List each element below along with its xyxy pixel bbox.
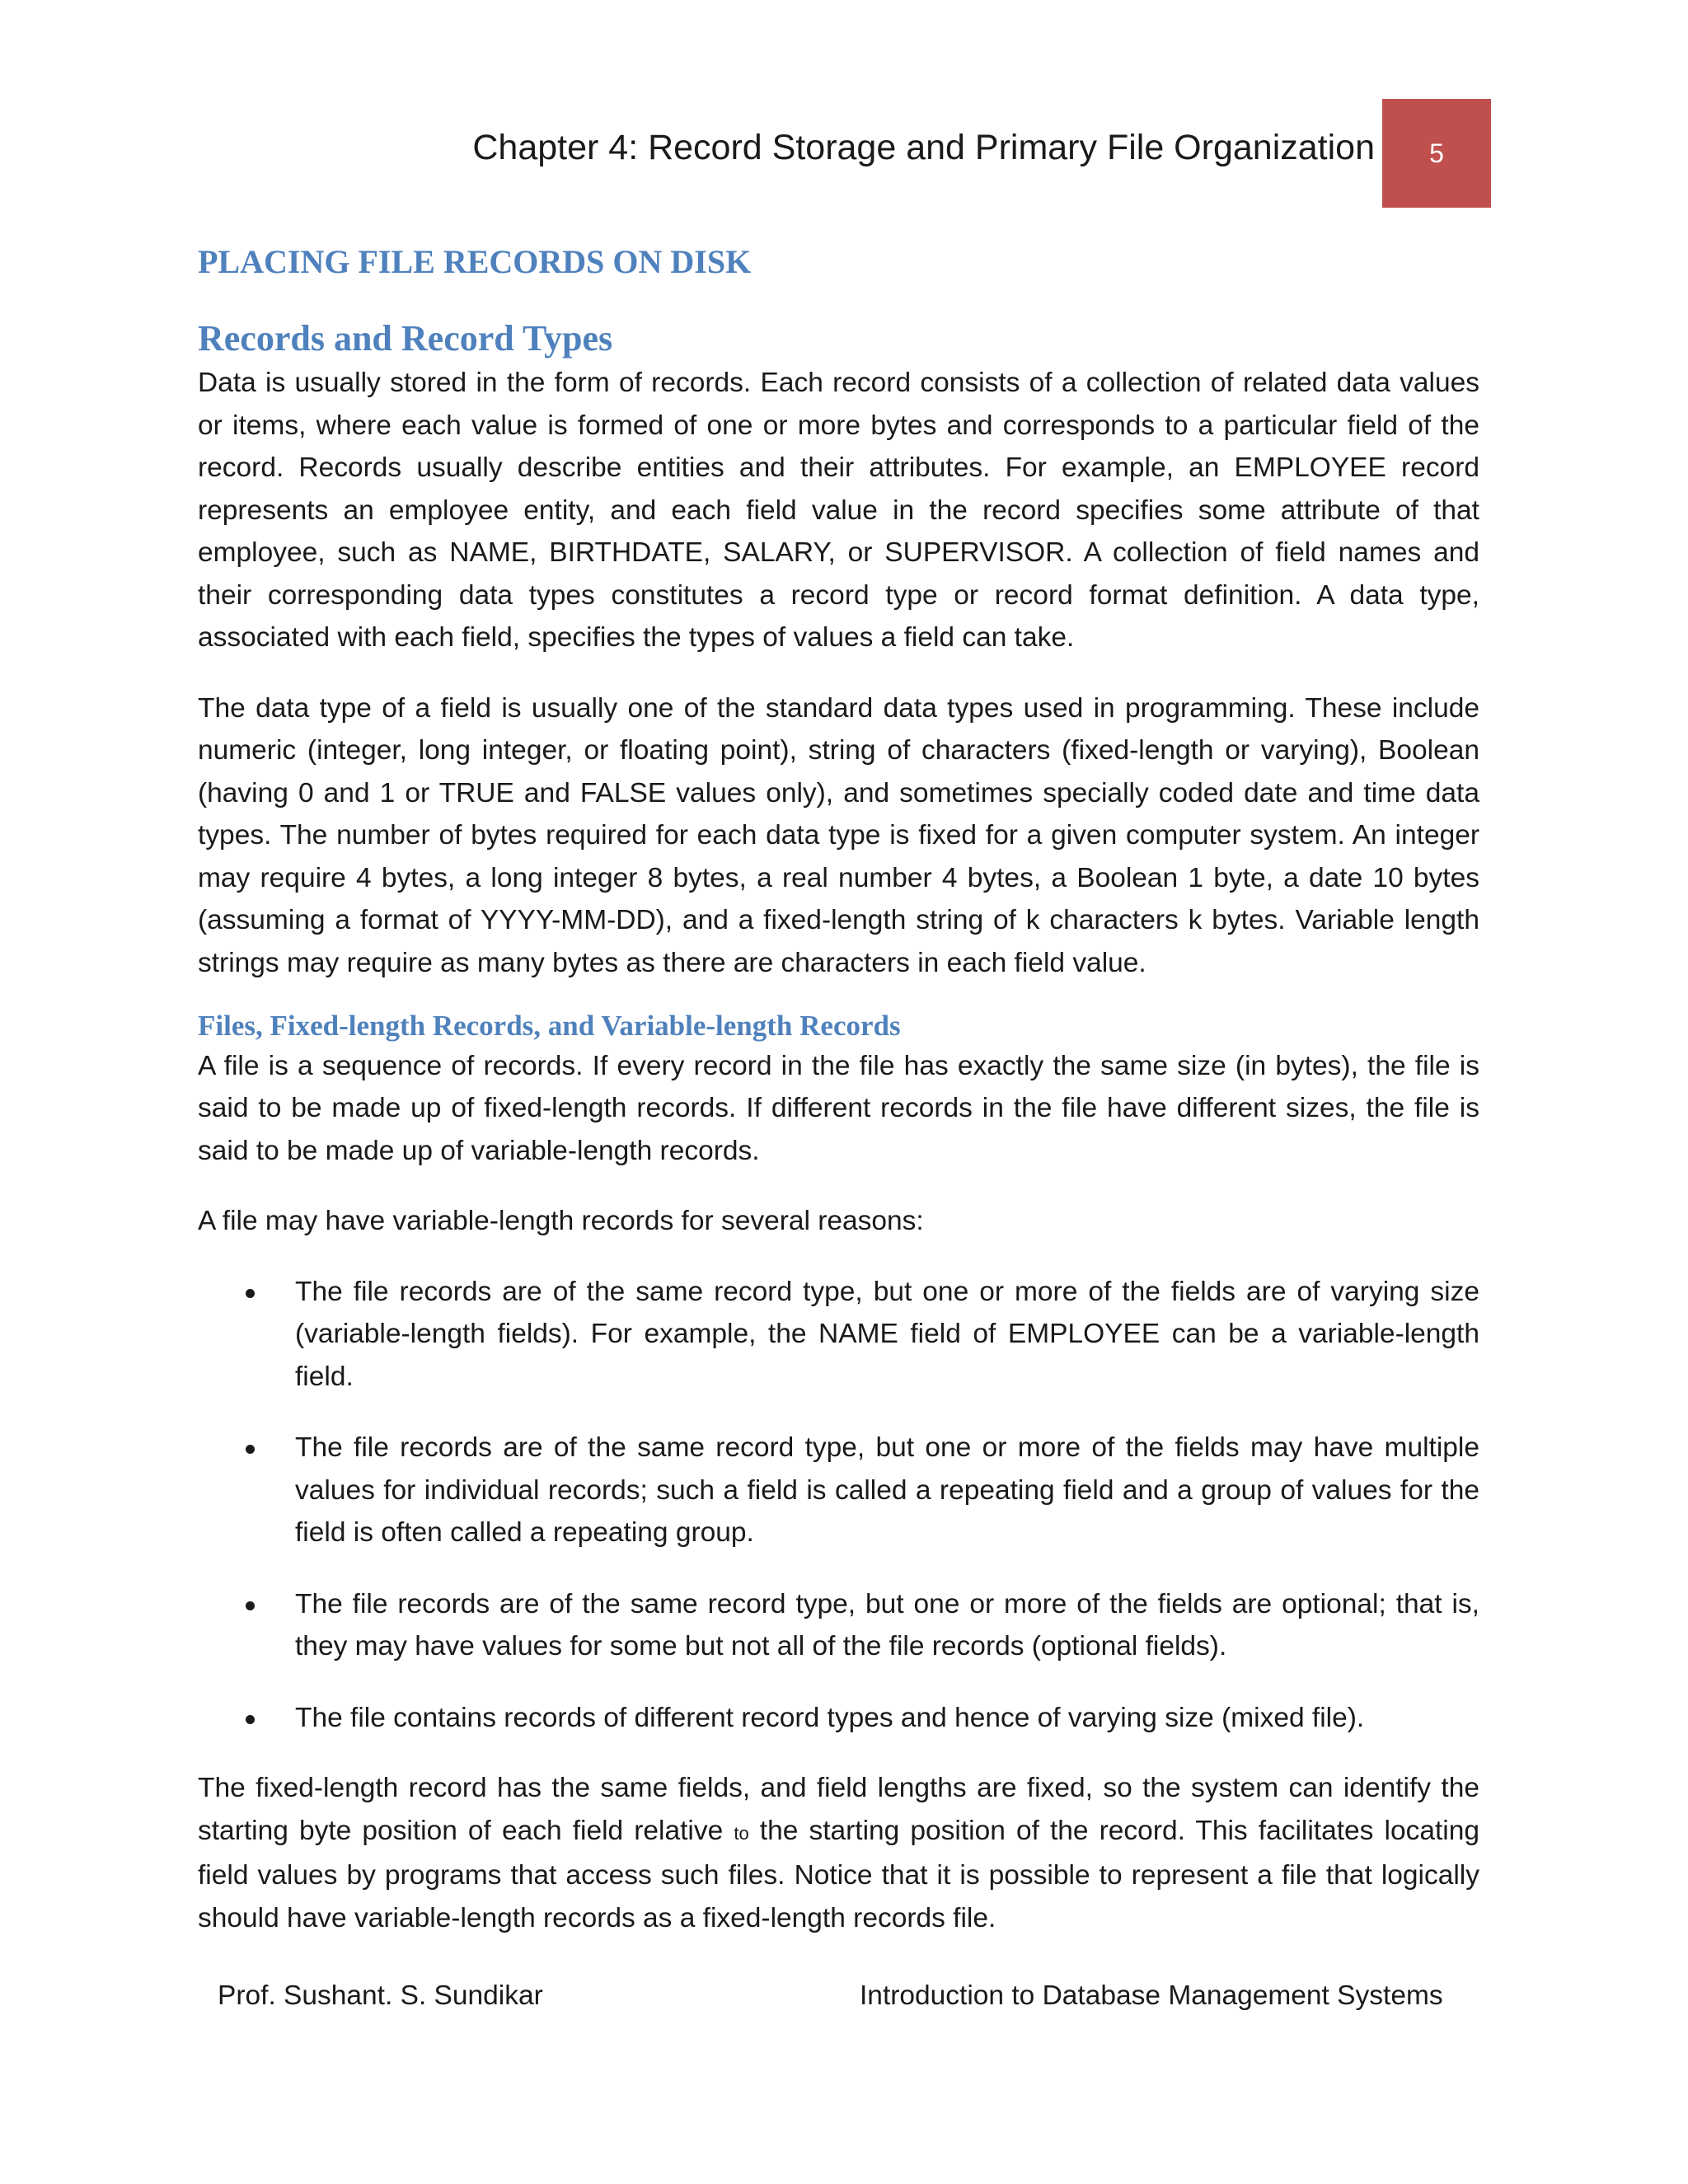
bullet-icon [246, 1445, 255, 1454]
bullet-icon [246, 1715, 255, 1724]
subsection-title-files: Files, Fixed-length Records, and Variable-length Records [198, 1010, 901, 1043]
paragraph-fixed-length-part1: The fixed-length record has the same fields, and field lengths are fixed, so the system can identify the starting byte position of each field relative [198, 1773, 1479, 1846]
section-title: PLACING FILE RECORDS ON DISK [198, 243, 752, 280]
bullet-icon [246, 1289, 255, 1298]
document-body [198, 241, 1479, 1939]
paragraph-fixed-length [198, 1767, 1479, 1939]
paragraph-file-definition: A file is a sequence of records. If every record in the file has exactly the same size (in bytes), the file is said to be made up of fixed-length records. If different records in the file have different sizes, the file is said to be made up of variable-length records. [198, 1050, 1479, 1166]
reasons-list [198, 1271, 1479, 1740]
list-item [198, 1697, 1479, 1740]
list-item [198, 1427, 1479, 1554]
list-item-text: The file records are of the same record type, but one or more of the fields are of varying size (variable-length fields). For example, the NAME field of EMPLOYEE can be a variable-length field. [295, 1276, 1479, 1392]
paragraph-data-types: The data type of a field is usually one of the standard data types used in programming. These include numeric (integer, long integer, or floating point), string of characters (fixed-length or varying), Boolean (having 0 and 1 or TRUE and FALSE values only), and sometimes specially coded date and time data types. The number of bytes required for each data type is fixed for a given computer system. An integer may require 4 bytes, a long integer 8 bytes, a real number 4 bytes, a Boolean 1 byte, a date 10 bytes (assuming a format of YYYY-MM-DD), and a fixed-length string of k characters k bytes. Variable length strings may require as many bytes as there are characters in each field value. [198, 692, 1479, 978]
page-number: 5 [1429, 138, 1444, 168]
list-item-text: The file records are of the same record type, but one or more of the fields may have multiple values for individual records; such a field is called a repeating field and a group of values for the field is often called a repeating group. [295, 1432, 1479, 1549]
paragraph-fixed-length-part2: the starting position of the record. This facilitates locating field values by programs that access such files. Notice that it is possible to represent a file that logically should have variable-length records as a fixed-length records file. [198, 1815, 1479, 1933]
list-item [198, 1583, 1479, 1668]
list-item [198, 1271, 1479, 1399]
footer-author: Prof. Sushant. S. Sundikar [218, 1980, 543, 2011]
subsection-title-records: Records and Record Types [198, 318, 613, 359]
chapter-title: Chapter 4: Record Storage and Primary File Organization [472, 128, 1375, 167]
page-header [0, 97, 1688, 209]
list-item-text: The file records are of the same record type, but one or more of the fields are optional; that is, they may have values for some but not all of the file records (optional fields). [295, 1588, 1479, 1662]
page-number-badge [1382, 99, 1491, 208]
list-item-text: The file contains records of different record types and hence of varying size (mixed file). [295, 1702, 1365, 1733]
paragraph-fixed-length-small-word: to [734, 1822, 749, 1844]
paragraph-records-intro: Data is usually stored in the form of records. Each record consists of a collection of related data values or items, where each value is formed of one or more bytes and corresponds to a particular field of the record. Records usually describe entities and their attributes. For example, an EMPLOYEE record represents an employee entity, and each field value in the record specifies some attribute of that employee, such as NAME, BIRTHDATE, SALARY, or SUPERVISOR. A collection of field names and their corresponding data types constitutes a record type or record format definition. A data type, associated with each field, specifies the types of values a field can take. [198, 368, 1479, 654]
footer-course-title: Introduction to Database Management Systems [860, 1980, 1443, 2011]
bullet-icon [246, 1601, 255, 1610]
paragraph-reasons-intro: A file may have variable-length records for several reasons: [198, 1206, 924, 1237]
